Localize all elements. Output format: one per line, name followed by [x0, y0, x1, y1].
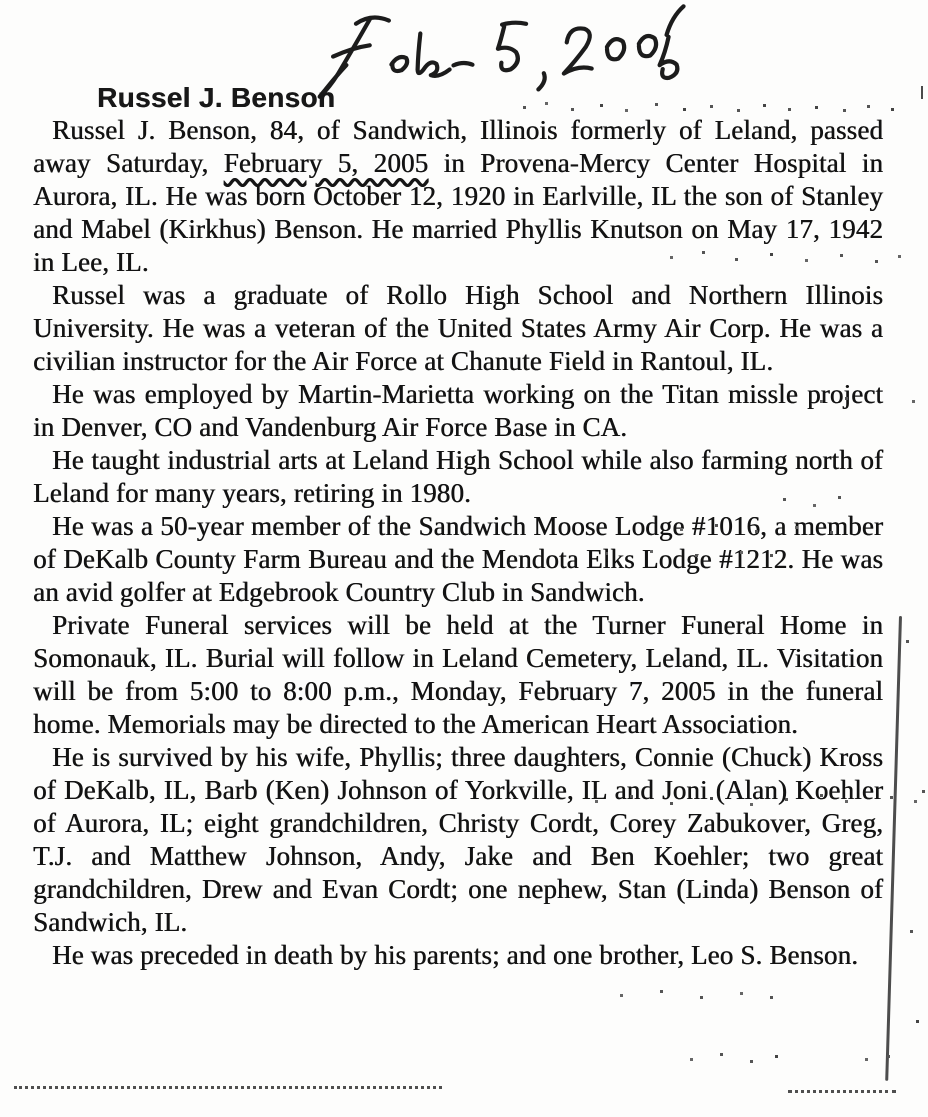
paragraph-teaching-farming: He taught industrial arts at Leland High School while also farming north of Leland for many years, retiring in 1980. — [33, 445, 883, 508]
scan-noise — [565, 548, 568, 551]
underlined-death-date: February 5, 2005 — [223, 148, 429, 178]
scan-noise — [795, 395, 798, 398]
scan-noise — [640, 248, 643, 251]
scan-noise — [585, 988, 588, 991]
scan-noise — [645, 522, 648, 525]
lead-text-before: Russel J. Benson, 84, of Sandwich, Illinois formerly of Leland, passed away Saturday, — [33, 115, 883, 178]
scan-noise — [665, 1050, 668, 1053]
paragraph-funeral-arrangements: Private Funeral services will be held at the Turner Funeral Home in Somonauk, IL. Burial will follow in Leland Cemetery, Leland, IL. Visitation will be from 5:00 to 8:00 p.m., Monday, February 7, 2005 in the funeral home. Memorials may be directed to the American Heart Association. — [33, 610, 883, 739]
scan-noise — [845, 1052, 848, 1055]
paragraph-survivors: He is survived by his wife, Phyllis; three daughters, Connie (Chuck) Kross of DeKalb, IL, Barb (Ken) Johnson of Yorkville, IL and Joni (Alan) Koehler of Aurora, IL; eight grandchildren, Christy Cordt, Corey Zabukover, Greg, T.J. and Matthew Johnson, Andy, Jake and Ben Koehler; two great grandchildren, Drew and Evan Cordt; one nephew, Stan (Linda) Benson of Sandwich, IL. — [33, 742, 883, 937]
paragraph-memberships: He was a 50-year member of the Sandwich Moose Lodge #1016, a member of DeKalb County Farm Bureau and the Mendota Elks Lodge #1212. He was an avid golfer at Edgebrook Country Club in Sandwich. — [33, 511, 883, 607]
paragraph-employment: He was employed by Martin-Marietta working on the Titan missle project in Denver, CO and Vandenburg Air Force Base in CA. — [33, 379, 883, 442]
scan-noise — [505, 100, 508, 103]
obituary-title: Russel J. Benson — [97, 82, 336, 113]
scan-noise — [758, 492, 761, 495]
obituary-lead-paragraph — [33, 114, 883, 279]
scan-noise — [908, 240, 911, 243]
dotted-clipping-rule-right — [788, 1090, 896, 1093]
paragraph-education-service: Russel was a graduate of Rollo High School and Northern Illinois University. He was a veteran of the United States Army Air Corp. He was a civilian instructor for the Air Force at Chanute Field in Rantoul, IL. — [33, 280, 883, 376]
obituary-article — [33, 82, 883, 972]
scan-edge-mark — [921, 86, 923, 99]
lead-text-after: in Provena-Mercy Center Hospital in Aurora, IL. He was born October 12, 1920 in Earlville, IL the son of Stanley and Mabel (Kirkhus) Benson. He married Phyllis Knutson on May 17, 1942 in Lee, IL. — [33, 148, 883, 277]
scan-noise — [560, 792, 563, 795]
scan-crease-line — [885, 616, 902, 1081]
dotted-clipping-rule-left — [14, 1086, 442, 1089]
paragraph-preceded-in-death: He was preceded in death by his parents; and one brother, Leo S. Benson. — [52, 940, 858, 970]
